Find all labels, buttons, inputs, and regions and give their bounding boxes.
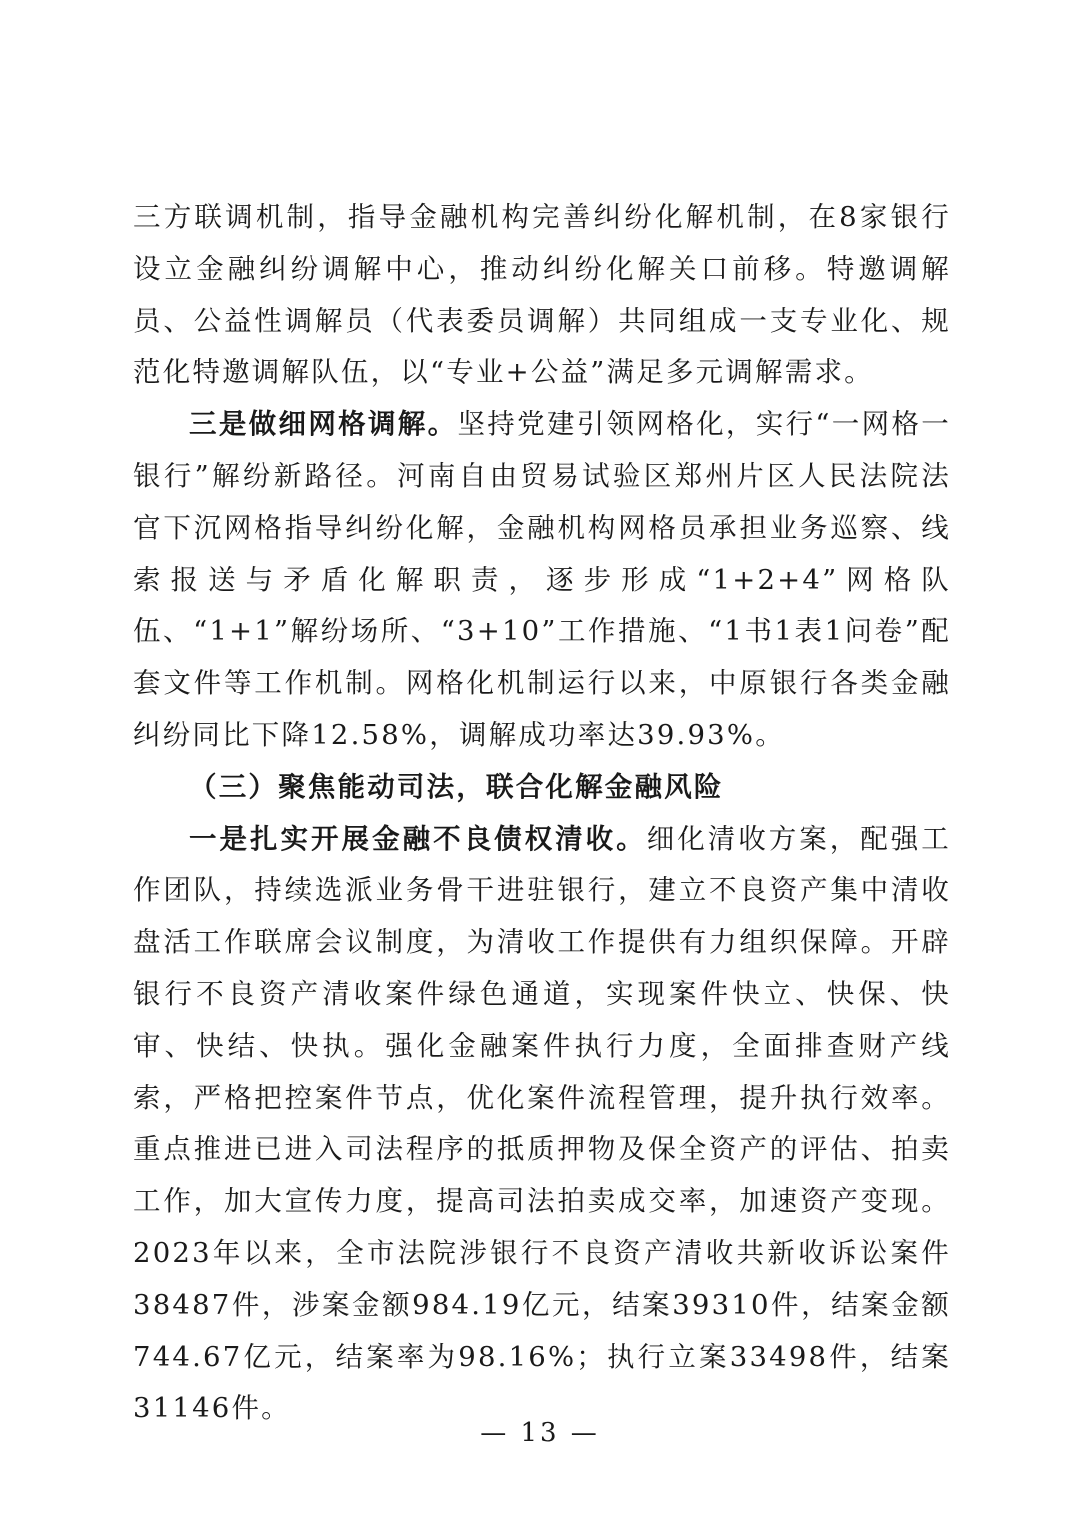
debt-collection-text: 细化清收方案，配强工作团队，持续选派业务骨干进驻银行，建立不良资产集中清收盘活工作联席会议制度，为清收工作提供有力组织保障。开辟银行不良资产清收案件绿色通道，实现案件快立、快保、快审、快结、快执。强化金融案件执行力度，全面排查财产线索，严格把控案件节点，优化案件流程管理，提升执行效率。重点推进已进入司法程序的抵质押物及保全资产的评估、拍卖工作，加大宣传力度，提高司法拍卖成交率，加速资产变现。2023年以来，全市法院涉银行不良资产清收共新收诉讼案件38487件，涉案金额984.19亿元，结案39310件，结案金额744.67亿元，结案率为98.16%；执行立案33498件，结案31146件。: [133, 822, 951, 1425]
page-number: — 13 —: [480, 1418, 600, 1448]
debt-collection-paragraph: [133, 814, 951, 1436]
section-heading: （三）聚焦能动司法，联合化解金融风险: [189, 770, 724, 803]
grid-mediation-paragraph: [133, 399, 951, 762]
grid-mediation-lead: 三是做细网格调解。: [189, 408, 458, 441]
continued-paragraph: 三方联调机制，指导金融机构完善纠纷化解机制，在8家银行设立金融纠纷调解中心，推动纠纷化解关口前移。特邀调解员、公益性调解员（代表委员调解）共同组成一支专业化、规范化特邀调解队伍，以“专业+公益”满足多元调解需求。: [133, 201, 951, 389]
grid-mediation-text: 坚持党建引领网格化，实行“一网格一银行”解纷新路径。河南自由贸易试验区郑州片区人民法院法官下沉网格指导纠纷化解，金融机构网格员承担业务巡察、线索报送与矛盾化解职责，逐步形成“1+2+4”网格队伍、“1+1”解纷场所、“3+10”工作措施、“1书1表1问卷”配套文件等工作机制。网格化机制运行以来，中原银行各类金融纠纷同比下降12.58%，调解成功率达39.93%。: [133, 408, 951, 751]
body-text: [133, 192, 951, 1435]
debt-collection-lead: 一是扎实开展金融不良债权清收。: [189, 822, 647, 855]
